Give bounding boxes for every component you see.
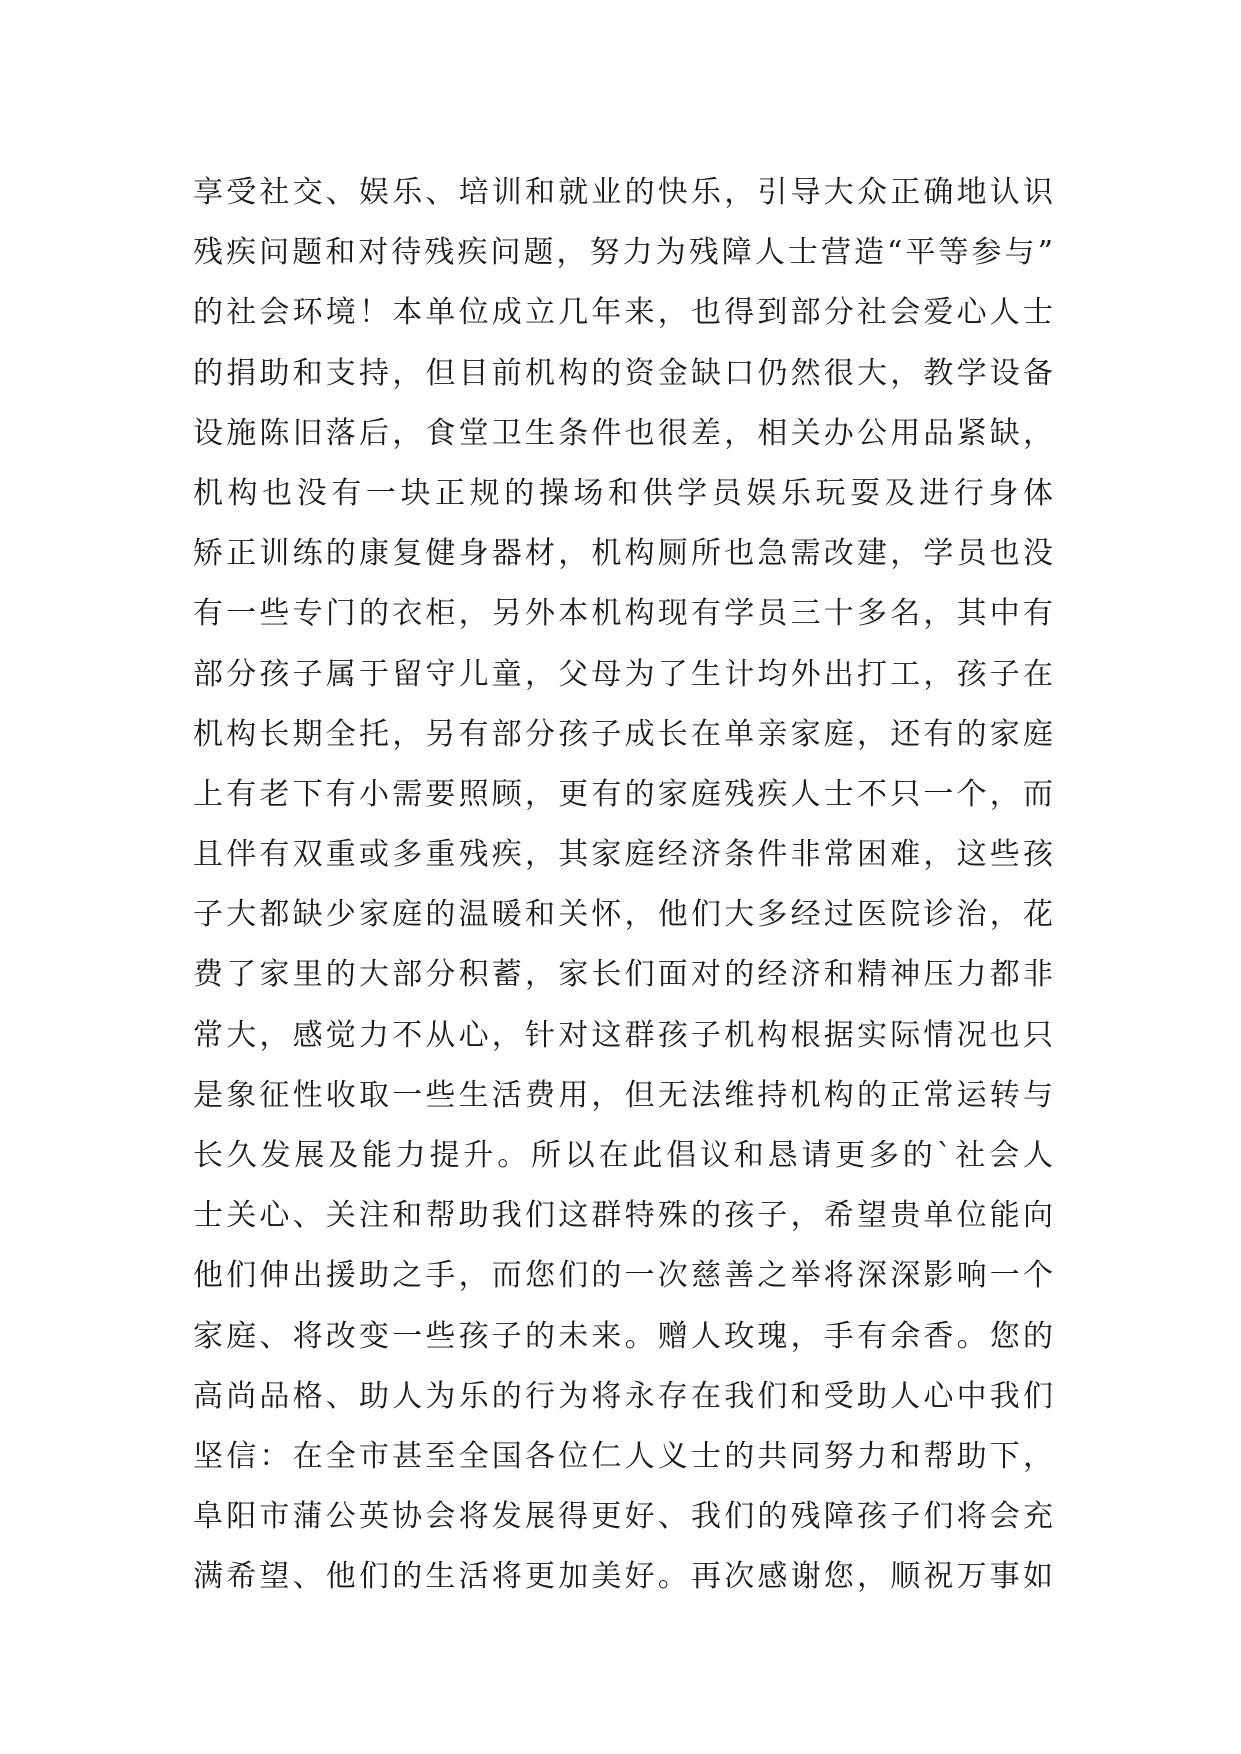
text-line: 长久发展及能力提升。所以在此倡议和恳请更多的`社会人 [193, 1138, 1053, 1173]
text-line: 士关心、关注和帮助我们这群特殊的孩子，希望贵单位能向 [193, 1198, 1053, 1234]
text-line: 机构长期全托，另有部分孩子成长在单亲家庭，还有的家庭 [193, 716, 1053, 752]
text-line: 上有老下有小需要照顾，更有的家庭残疾人士不只一个，而 [193, 776, 1053, 812]
text-line: 高尚品格、助人为乐的行为将永存在我们和受助人心中我们 [193, 1378, 1053, 1414]
text-line: 且伴有双重或多重残疾，其家庭经济条件非常困难，这些孩 [193, 837, 1053, 873]
text-line: 常大，感觉力不从心，针对这群孩子机构根据实际情况也只 [193, 1017, 1053, 1053]
text-line: 设施陈旧落后，食堂卫生条件也很差，相关办公用品紧缺， [193, 415, 1053, 451]
text-line: 机构也没有一块正规的操场和供学员娱乐玩耍及进行身体 [193, 475, 1053, 511]
text-line: 的社会环境！本单位成立几年来，也得到部分社会爱心人士 [193, 295, 1053, 331]
text-line: 矫正训练的康复健身器材，机构厕所也急需改建，学员也没 [193, 536, 1053, 572]
text-line: 坚信：在全市甚至全国各位仁人义士的共同努力和帮助下， [193, 1438, 1053, 1474]
text-line: 享受社交、娱乐、培训和就业的快乐，引导大众正确地认识 [193, 175, 1053, 210]
text-line: 残疾问题和对待残疾问题，努力为残障人士营造“平等参与” [193, 235, 1053, 271]
text-line: 他们伸出援助之手，而您们的一次慈善之举将深深影响一个 [193, 1258, 1053, 1294]
text-line: 费了家里的大部分积蓄，家长们面对的经济和精神压力都非 [193, 957, 1053, 993]
text-line: 满希望、他们的生活将更加美好。再次感谢您，顺祝万事如 [193, 1559, 1053, 1595]
text-line: 阜阳市蒲公英协会将发展得更好、我们的残障孩子们将会充 [193, 1499, 1053, 1535]
text-line: 有一些专门的衣柜，另外本机构现有学员三十多名，其中有 [193, 596, 1053, 632]
text-line: 部分孩子属于留守儿童，父母为了生计均外出打工，孩子在 [193, 656, 1053, 692]
text-line: 是象征性收取一些生活费用，但无法维持机构的正常运转与 [193, 1077, 1053, 1113]
text-line: 子大都缺少家庭的温暖和关怀，他们大多经过医院诊治，花 [193, 897, 1053, 933]
body-text [193, 163, 1053, 1608]
text-line: 家庭、将改变一些孩子的未来。赠人玫瑰，手有余香。您的 [193, 1318, 1053, 1354]
text-line: 的捐助和支持，但目前机构的资金缺口仍然很大，教学设备 [193, 355, 1053, 391]
